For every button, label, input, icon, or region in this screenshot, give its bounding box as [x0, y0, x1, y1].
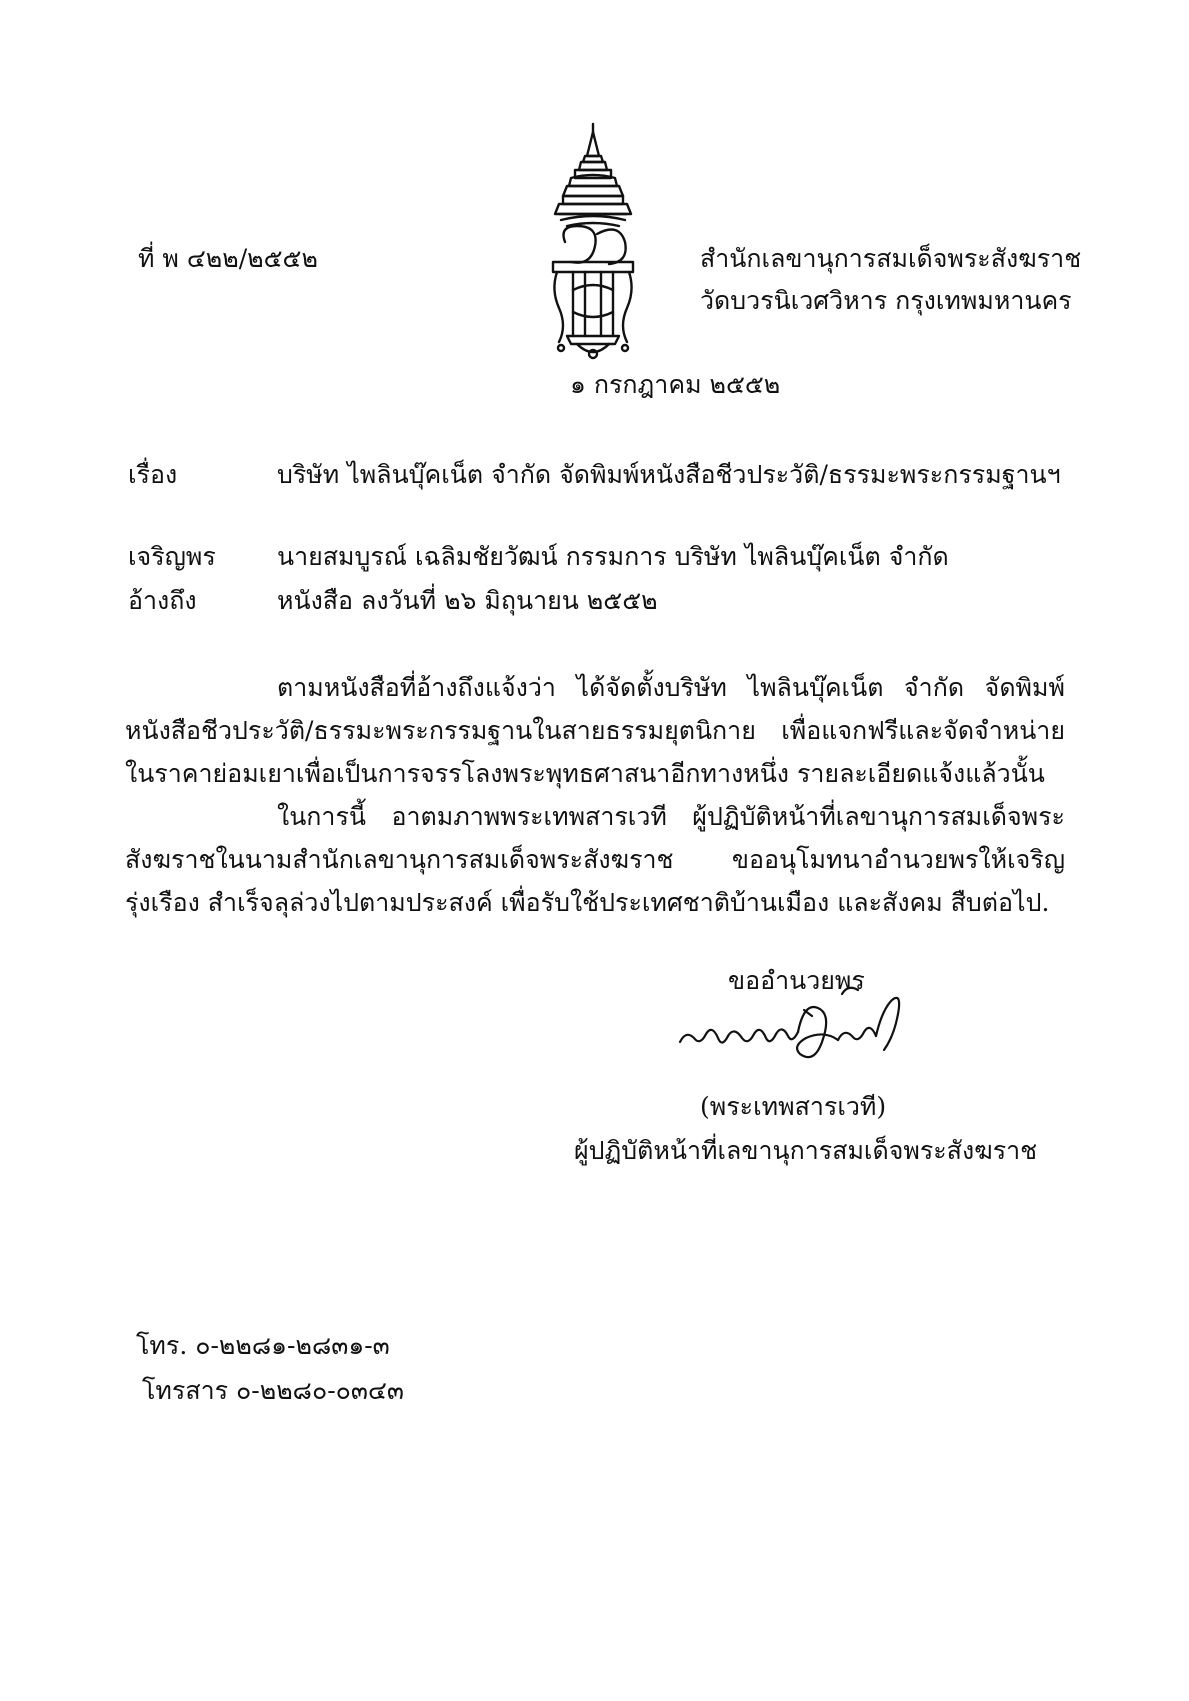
recipient-value: นายสมบูรณ์ เฉลิมชัยวัฒน์ กรรมการ บริษัท ไพลินบุ๊คเน็ต จำกัด	[277, 542, 949, 571]
reference-number: ที่ พ ๔๒๒/๒๕๕๒	[138, 244, 318, 273]
organization-name: สำนักเลขานุการสมเด็จพระสังฆราช	[700, 244, 1082, 273]
organization-address: วัดบวรนิเวศวิหาร กรุงเทพมหานคร	[700, 286, 1072, 315]
closing-blessing: ขออำนวยพร	[728, 966, 865, 995]
body-paragraph-2: ในการนี้ อาตมภาพพระเทพสารเวที ผู้ปฏิบัติหน้าที่เลขานุการสมเด็จพระสังฆราชในนามสำนักเลขานุการสมเด็จพระสังฆราช ขออนุโมทนาอำนวยพรให้เจริญรุ่งเรือง สำเร็จลุล่วงไปตามประสงค์ เพื่อรับใช้ประเทศชาติบ้านเมือง และสังคม สืบต่อไป.	[125, 802, 1065, 917]
body-paragraph-1: ตามหนังสือที่อ้างถึงแจ้งว่า ได้จัดตั้งบริษัท ไพลินบุ๊คเน็ต จำกัด จัดพิมพ์หนังสือชีวประวัติ/ธรรมะพระกรรมฐานในสายธรรมยุตนิกาย เพื่อแจกฟรีและจัดจำหน่าย ในราคาย่อมเยาเพื่อเป็นการจรรโลงพระพุทธศาสนาอีกทางหนึ่ง รายละเอียดแจ้งแล้วนั้น	[125, 673, 1065, 788]
signer-name: (พระเทพสารเวที)	[700, 1092, 887, 1121]
letter-date: ๑ กรกฎาคม ๒๕๕๒	[570, 370, 781, 399]
signer-title: ผู้ปฏิบัติหน้าที่เลขานุการสมเด็จพระสังฆราช	[574, 1136, 1038, 1165]
subject-label: เรื่อง	[128, 460, 178, 489]
reference-value: หนังสือ ลงวันที่ ๒๖ มิถุนายน ๒๕๕๒	[277, 586, 658, 615]
phone-number: โทร. ๐-๒๒๘๑-๒๘๓๑-๓	[136, 1331, 390, 1360]
subject-value: บริษัท ไพลินบุ๊คเน็ต จำกัด จัดพิมพ์หนังสือชีวประวัติ/ธรรมะพระกรรมฐานฯ	[277, 460, 1061, 489]
handwritten-signature-icon	[672, 980, 912, 1080]
royal-monogram-emblem-icon	[537, 122, 649, 366]
reference-label: อ้างถึง	[128, 586, 197, 615]
recipient-label: เจริญพร	[128, 542, 216, 571]
fax-number: โทรสาร ๐-๒๒๘๐-๐๓๔๓	[142, 1376, 405, 1405]
